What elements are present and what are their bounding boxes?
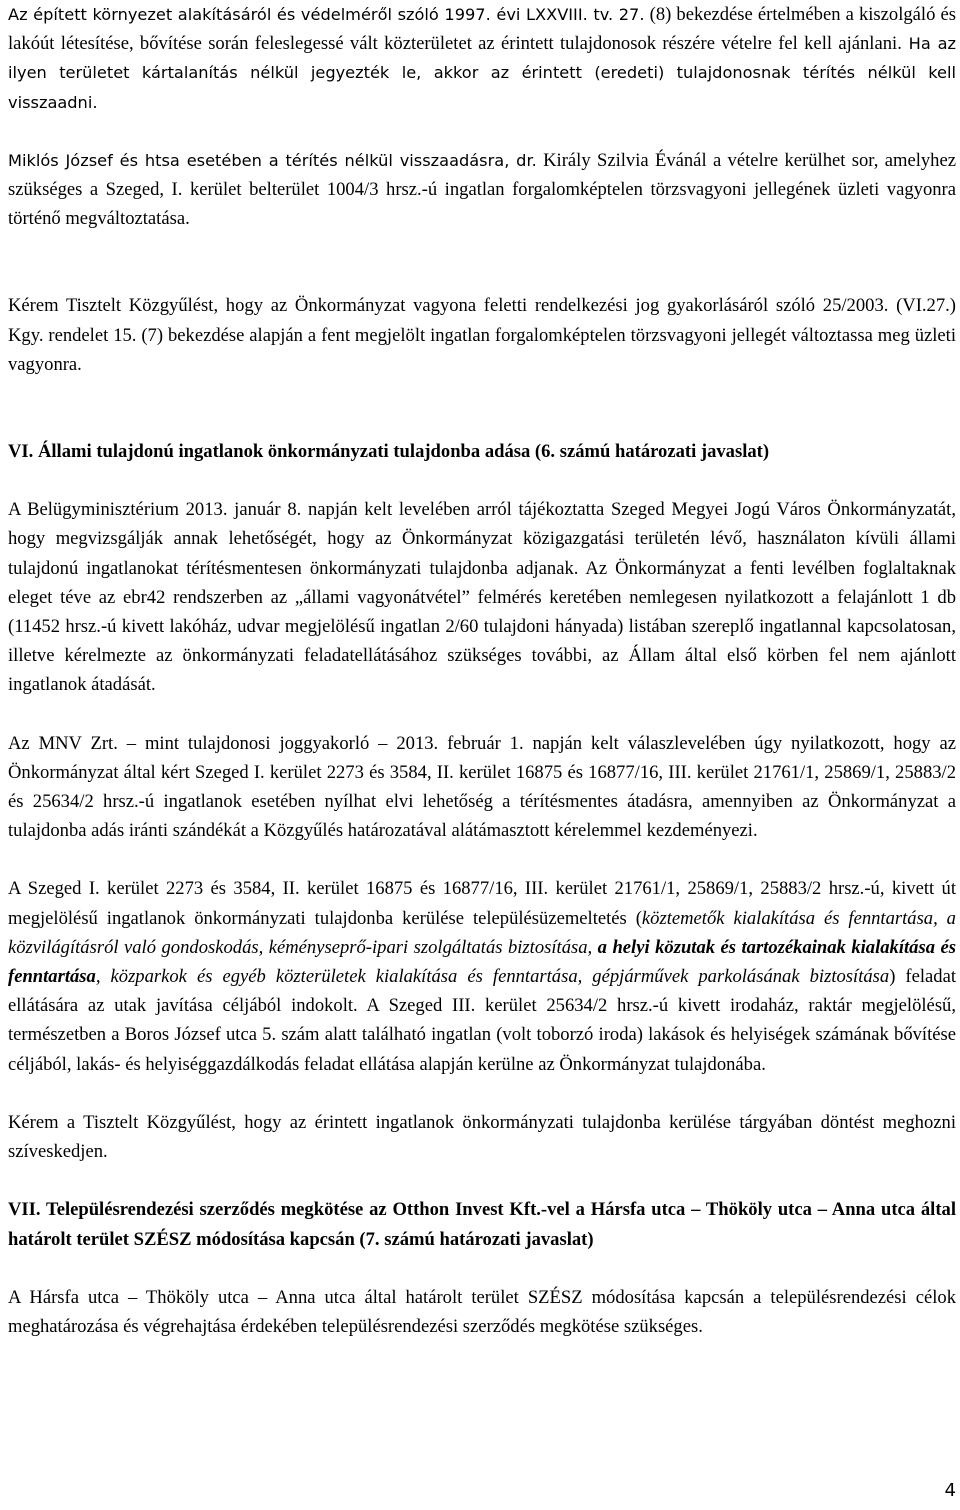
paragraph-text: Király Szilvia Évánál a vételre kerülhet sor, amelyhez szükséges a Szeged, I. kerület belterület 1004/3 hrsz.-ú ingatlan forgalomképtelen törzsvagyoni jellegének üzleti vagyonra történő megváltoztatása. (8, 149, 956, 230)
paragraph-kiszolgalo-ut (8, 0, 956, 117)
paragraph-request-2: Kérem a Tisztelt Közgyűlést, hogy az érintett ingatlanok önkormányzati tulajdonba kerülése tárgyában döntést meghozni szíveskedjen. (8, 1111, 956, 1163)
paragraph-belugyminiszterium: A Belügyminisztérium 2013. január 8. napján kelt levelében arról tájékoztatta Szeged Megyei Jogú Város Önkormányzatát, hogy megvizsgálják annak lehetőségét, hogy az Önkormányzat közigazgatási területén lévő, használaton kívüli állami tulajdonú ingatlanokat térítésmentesen önkormányzati tulajdonba adjanak. Az Önkormányzat a fenti levélben foglaltaknak eleget téve az ebr42 rendszerben az „állami vagyonátvétel” felmérés keretében nemlegesen nyilatkozott a felajánlott 1 db (11452 hrsz.-ú kivett lakóház, udvar megjelölésű ingatlan 2/60 tulajdoni hányada) listában szereplő ingatlannal kapcsolatosan, illetve kérelmezte az önkormányzati feladatellátásához szükséges további, az Állam által első körben fel nem ajánlott ingatlanok átadását. (8, 499, 956, 696)
paragraph-italic-text: , közparkok és egyéb közterületek kialakítása és fenntartása, gépjárművek parkolásának biztosítása (95, 966, 890, 988)
paragraph-text-sans: Az épített környezet alakításáról és védelméről szóló 1997. évi LXXVIII. tv. 27. (8, 5, 645, 24)
paragraph-text-sans: Miklós József és htsa esetében a térítés nélkül visszaadásra, dr. (8, 150, 537, 170)
section-heading-vi: VI. Állami tulajdonú ingatlanok önkormányzati tulajdonba adása (6. számú határozati javaslat) (8, 441, 770, 463)
section-heading-vii: VII. Településrendezési szerződés megkötése az Otthon Invest Kft.-vel a Hársfa utca – Thököly utca – Anna utca által határolt terület SZÉSZ módosítása kapcsán (7. számú határozati javaslat) (8, 1199, 956, 1250)
paragraph-text: ) feladat ellátására az utak javítása céljából indokolt. A Szeged III. kerület 25634/2 hrsz.-ú kivett irodaház, raktár megjelölésű, természetben a Boros József utca 5. szám alatt található ingatlan (volt toborzó iroda) lakások és helyiségek számának bővítése céljából, lakás- és helyiséggazdálkodás feladat ellátása alapján kerülne az Önkormányzat tulajdonába. (8, 966, 956, 1075)
paragraph-ingatlanok (8, 874, 956, 1078)
paragraph-text: (8) bekezdése értelmében a kiszolgáló és lakóút létesítése, bővítése során feleslegessé vált közterületet az érintett tulajdonosok részére vételre fel kell ajánlani. (8, 4, 956, 55)
paragraph-harsfa-utca: A Hársfa utca – Thököly utca – Anna utca által határolt terület SZÉSZ módosítása kapcsán a településrendezési célok meghatározása és végrehajtása érdekében településrendezési szerződés megkötése szükséges. (8, 1286, 956, 1337)
paragraph-mnv-zrt: Az MNV Zrt. – mint tulajdonosi joggyakorló – 2013. február 1. napján kelt válaszlevelében úgy nyilatkozott, hogy az Önkormányzat által kért Szeged I. kerület 2273 és 3584, II. kerület 16875 és 16877/16, III. kerület 21761/1, 25869/1, 25883/2 és 25634/2 hrsz.-ú ingatlanok esetében nyílhat elvi lehetőség a térítésmentes átadásra, amennyiben az Önkormányzat a tulajdonba adás iránti szándékát a Közgyűlés határozatával alátámasztott kérelemmel kezdeményezi. (8, 732, 956, 842)
paragraph-text-sans: Ha az ilyen területet kártalanítás nélkül jegyezték le, akkor az érintett (eredeti) tulajdonosnak térítés nélkül kell visszaadni. (8, 34, 956, 112)
document-page (8, 0, 956, 1341)
paragraph-italic-text: köztemetők kialakítása és fenntartása, a közvilágításról való gondoskodás, kéményseprő-ipari szolgáltatás biztosítása, (8, 907, 956, 958)
paragraph-text: A Szeged I. kerület 2273 és 3584, II. kerület 16875 és 16877/16, III. kerület 21761/1, 25869/1, 25883/2 hrsz.-ú, kivett út megjelölésű ingatlanok önkormányzati tulajdonba kerülése településüzemeltetés ( (8, 878, 956, 929)
paragraph-bold-italic-text: a helyi közutak és tartozékainak kialakítása és fenntartása (8, 936, 956, 988)
paragraph-miklos-jozsef (8, 146, 956, 234)
page-number: 4 (944, 1480, 956, 1501)
paragraph-request-1: Kérem Tisztelt Közgyűlést, hogy az Önkormányzat vagyona feletti rendelkezési jog gyakorlásáról szóló 25/2003. (VI.27.) Kgy. rendelet 15. (7) bekezdése alapján a fent megjelölt ingatlan forgalomképtelen törzsvagyoni jellegét változtassa meg üzleti vagyonra. (8, 295, 956, 375)
